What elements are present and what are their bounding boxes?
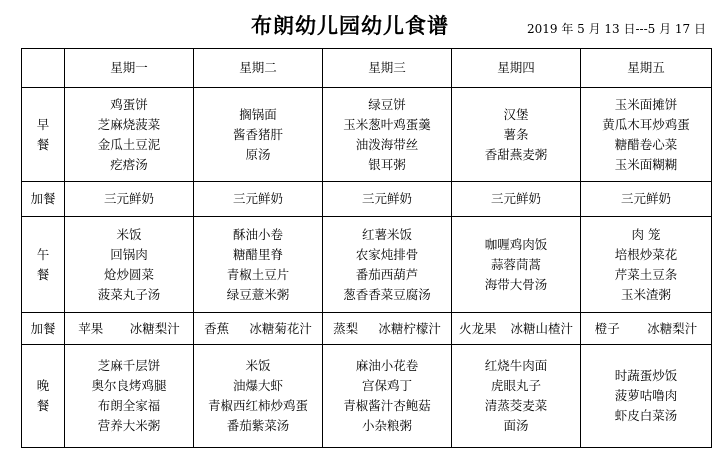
menu-cell bbox=[194, 345, 323, 448]
dish: 汉堡 bbox=[503, 106, 529, 122]
dish: 奥尔良烤鸡腿 bbox=[91, 378, 167, 393]
menu-cell bbox=[323, 345, 452, 448]
dish: 鸡蛋饼 bbox=[110, 96, 148, 112]
dish: 冰糖菊花汁 bbox=[249, 320, 312, 336]
dish: 红烧牛肉面 bbox=[484, 358, 548, 373]
dish: 小杂粮粥 bbox=[361, 418, 412, 433]
dish: 油爆大虾 bbox=[232, 378, 283, 393]
dish: 油泼海带丝 bbox=[355, 136, 419, 152]
menu-cell bbox=[65, 345, 194, 448]
corner-cell bbox=[22, 49, 65, 88]
dish: 香甜燕麦粥 bbox=[484, 146, 548, 162]
header-row bbox=[22, 49, 712, 88]
dish: 布朗全家福 bbox=[97, 398, 161, 413]
dish: 葱香香菜豆腐汤 bbox=[343, 286, 431, 302]
menu-cell bbox=[65, 217, 194, 313]
dish: 麻油小花卷 bbox=[355, 358, 419, 373]
row-label-char: 餐 bbox=[36, 266, 50, 282]
menu-cell bbox=[581, 88, 712, 182]
dish: 青椒土豆片 bbox=[226, 266, 290, 282]
day-header: 星期二 bbox=[194, 49, 323, 88]
row-label-char: 早 bbox=[36, 116, 50, 132]
menu-cell bbox=[323, 217, 452, 313]
dish: 农家炖排骨 bbox=[355, 246, 419, 262]
menu-cell bbox=[581, 313, 712, 345]
row-label-char: 餐 bbox=[36, 136, 50, 152]
dish: 肉 笼 bbox=[631, 226, 661, 242]
dish: 玉米渣粥 bbox=[620, 286, 671, 302]
menu-cell bbox=[194, 313, 323, 345]
dish: 蒜蓉茼蒿 bbox=[490, 256, 541, 272]
dish: 搁锅面 bbox=[239, 106, 277, 122]
dish: 火龙果 bbox=[458, 320, 497, 336]
dish: 番茄紫菜汤 bbox=[226, 418, 290, 433]
dish: 银耳粥 bbox=[368, 156, 406, 172]
dish: 红薯米饭 bbox=[361, 226, 412, 242]
menu-cell bbox=[323, 88, 452, 182]
menu-cell bbox=[452, 313, 581, 345]
dish: 玉米葱叶鸡蛋羹 bbox=[343, 116, 431, 132]
day-header: 星期三 bbox=[323, 49, 452, 88]
dish: 虾皮白菜汤 bbox=[614, 408, 678, 423]
dish: 米饭 bbox=[116, 226, 142, 242]
meal-row-dinner bbox=[22, 345, 712, 448]
dish: 番茄西葫芦 bbox=[355, 266, 419, 282]
dish: 黄瓜木耳炒鸡蛋 bbox=[602, 116, 690, 132]
menu-cell: 三元鲜奶 bbox=[194, 182, 323, 217]
day-header: 星期五 bbox=[581, 49, 712, 88]
menu-cell bbox=[323, 313, 452, 345]
menu-cell: 三元鲜奶 bbox=[581, 182, 712, 217]
row-label-snack: 加餐 bbox=[22, 313, 65, 345]
menu-cell bbox=[194, 88, 323, 182]
dish: 糖醋卷心菜 bbox=[614, 136, 678, 152]
menu-cell: 三元鲜奶 bbox=[323, 182, 452, 217]
row-label-dinner bbox=[22, 345, 65, 448]
dish: 海带大骨汤 bbox=[484, 276, 548, 292]
meal-row-snack-1 bbox=[22, 182, 712, 217]
menu-cell bbox=[194, 217, 323, 313]
row-label-char: 餐 bbox=[36, 398, 50, 413]
dish: 芝麻烧菠菜 bbox=[97, 116, 161, 132]
day-header: 星期一 bbox=[65, 49, 194, 88]
menu-cell: 三元鲜奶 bbox=[452, 182, 581, 217]
dish: 菠菜丸子汤 bbox=[97, 286, 161, 302]
dish: 玉米面摊饼 bbox=[614, 96, 678, 112]
dish: 面汤 bbox=[503, 418, 529, 433]
dish: 酥油小卷 bbox=[232, 226, 283, 242]
dish: 菠萝咕噜肉 bbox=[614, 388, 678, 403]
dish: 绿豆饼 bbox=[368, 96, 406, 112]
dish: 回锅肉 bbox=[110, 246, 148, 262]
dish: 冰糖柠檬汁 bbox=[378, 320, 441, 336]
dish: 香蕉 bbox=[204, 320, 230, 336]
dish: 时蔬蛋炒饭 bbox=[614, 368, 678, 383]
date-range: 2019 年 5 月 13 日---5 月 17 日 bbox=[526, 22, 706, 36]
dish: 芝麻千层饼 bbox=[97, 358, 161, 373]
dish: 冰糖山楂汁 bbox=[510, 320, 573, 336]
row-label-snack: 加餐 bbox=[22, 182, 65, 217]
menu-cell bbox=[452, 217, 581, 313]
row-label-lunch bbox=[22, 217, 65, 313]
menu-cell: 三元鲜奶 bbox=[65, 182, 194, 217]
row-label-breakfast bbox=[22, 88, 65, 182]
dish: 清蒸茭麦菜 bbox=[484, 398, 548, 413]
menu-cell bbox=[452, 88, 581, 182]
dish: 疙瘩汤 bbox=[110, 156, 148, 172]
dish: 酱香猪肝 bbox=[232, 126, 283, 142]
dish: 宫保鸡丁 bbox=[361, 378, 412, 393]
dish: 金瓜土豆泥 bbox=[97, 136, 161, 152]
dish: 薯条 bbox=[503, 126, 529, 142]
day-header: 星期四 bbox=[452, 49, 581, 88]
row-label-char: 晚 bbox=[36, 378, 50, 393]
meal-row-snack-2 bbox=[22, 313, 712, 345]
row-label-char: 午 bbox=[36, 246, 50, 262]
dish: 芹菜土豆条 bbox=[614, 266, 678, 282]
meal-row-breakfast bbox=[22, 88, 712, 182]
menu-cell bbox=[65, 88, 194, 182]
meal-row-lunch bbox=[22, 217, 712, 313]
dish: 米饭 bbox=[245, 358, 271, 373]
page-title: 布朗幼儿园幼儿食谱 bbox=[251, 14, 449, 38]
dish: 虎眼丸子 bbox=[490, 378, 541, 393]
dish: 营养大米粥 bbox=[97, 418, 161, 433]
dish: 青椒酱汁杏鲍菇 bbox=[343, 398, 431, 413]
menu-cell bbox=[581, 217, 712, 313]
menu-table bbox=[21, 48, 712, 448]
dish: 绿豆薏米粥 bbox=[226, 286, 290, 302]
dish: 培根炒菜花 bbox=[614, 246, 678, 262]
menu-cell bbox=[65, 313, 194, 345]
menu-cell bbox=[452, 345, 581, 448]
dish: 苹果 bbox=[78, 320, 104, 336]
dish: 咖喱鸡肉饭 bbox=[484, 236, 548, 252]
dish: 玉米面糊糊 bbox=[614, 156, 678, 172]
menu-cell bbox=[581, 345, 712, 448]
dish: 炝炒圆菜 bbox=[103, 266, 154, 282]
dish: 糖醋里脊 bbox=[232, 246, 283, 262]
dish: 冰糖梨汁 bbox=[647, 320, 698, 336]
dish: 青椒西红柿炒鸡蛋 bbox=[207, 398, 308, 413]
dish: 蒸梨 bbox=[333, 320, 359, 336]
dish: 原汤 bbox=[245, 146, 271, 162]
dish: 冰糖梨汁 bbox=[129, 320, 180, 336]
dish: 橙子 bbox=[594, 320, 620, 336]
